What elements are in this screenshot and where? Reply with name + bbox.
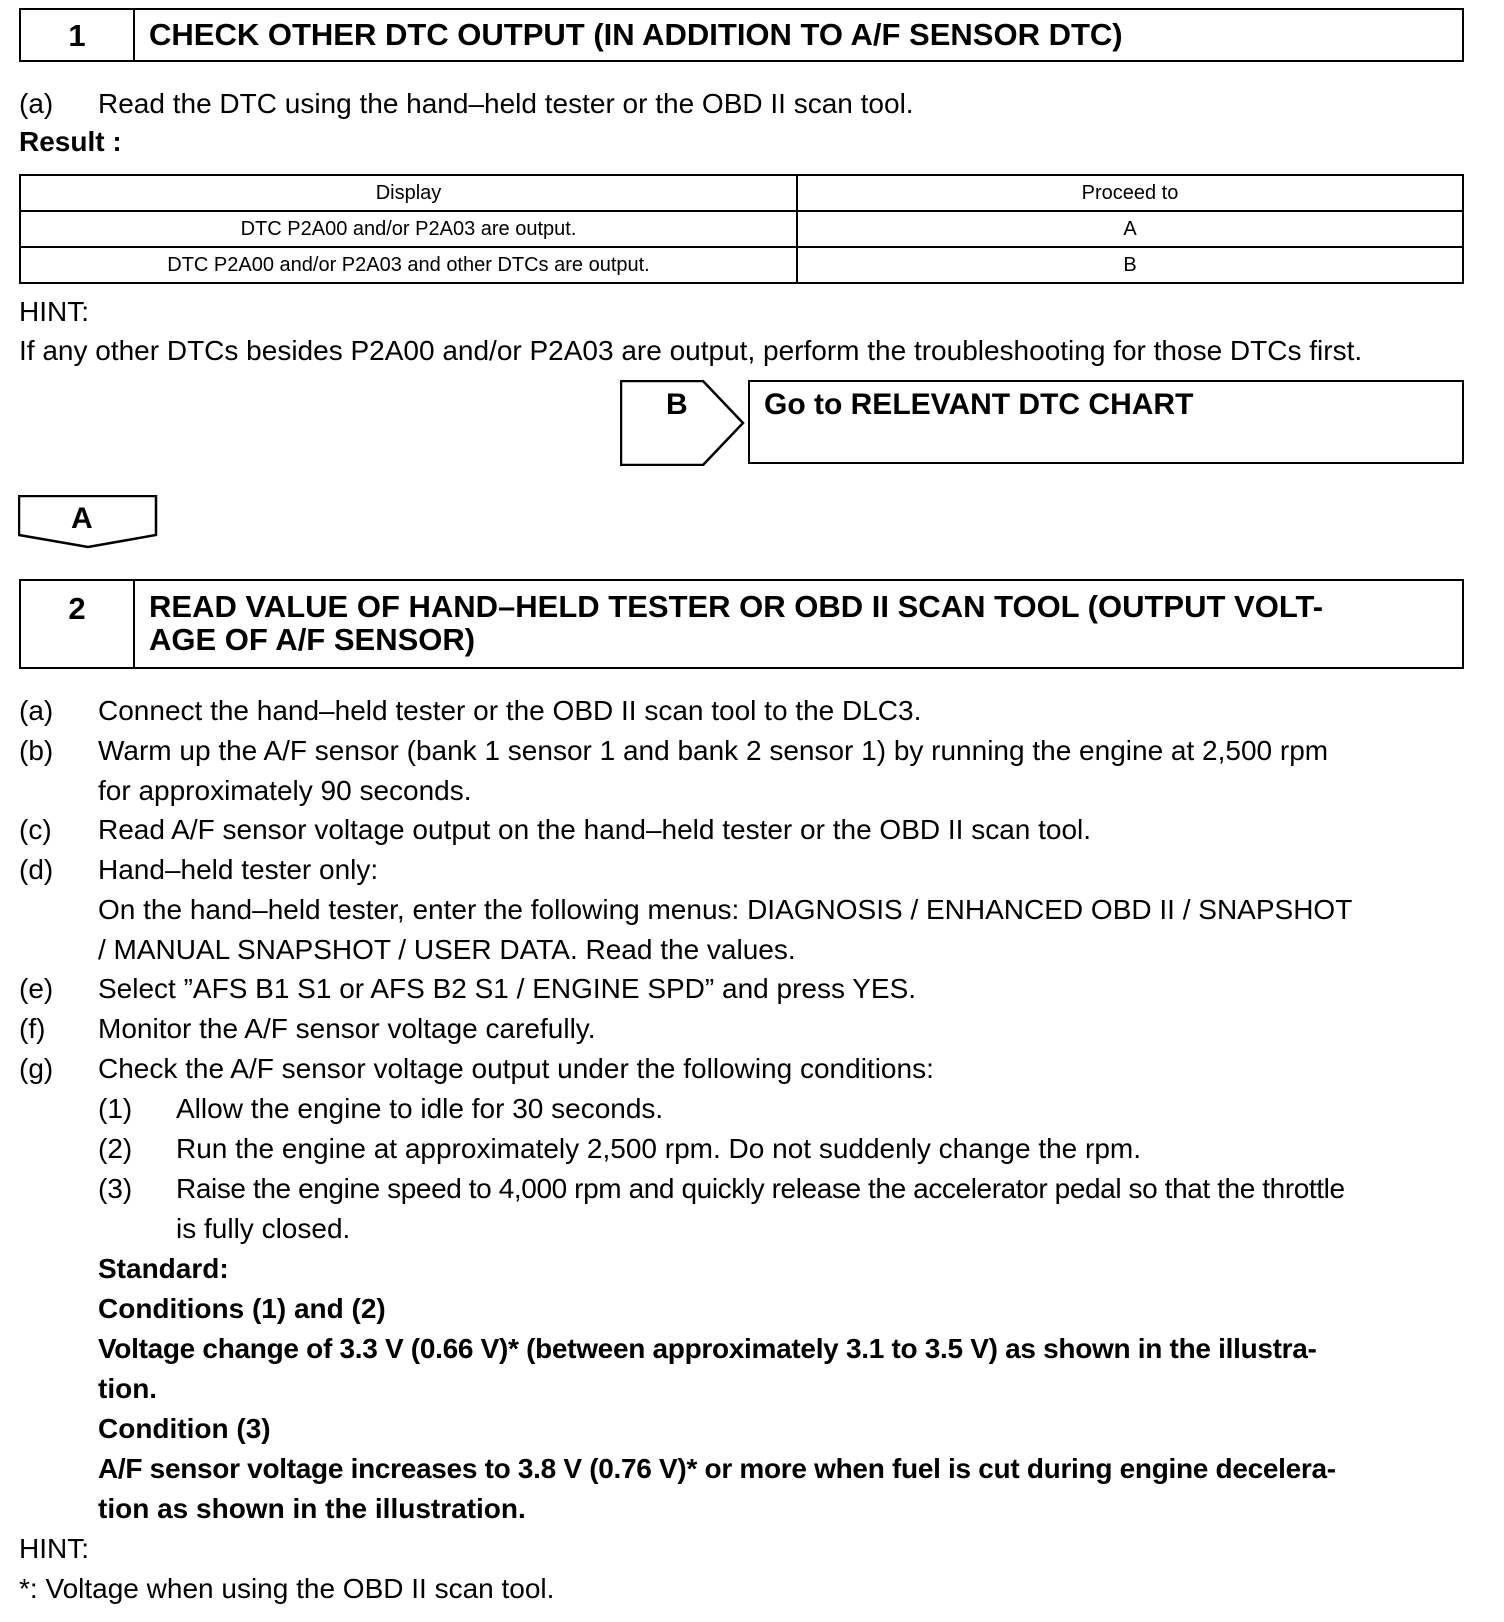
standard-condition: Conditions (1) and (2): [98, 1293, 386, 1324]
hint-text: *: Voltage when using the OBD II scan tool.: [19, 1573, 555, 1604]
step-title-line: AGE OF A/F SENSOR): [149, 622, 476, 657]
item-label: (g): [19, 1053, 54, 1084]
item-text: Read the DTC using the hand–held tester or the OBD II scan tool.: [98, 88, 914, 119]
table-row: [20, 211, 1463, 247]
item-label: (c): [19, 814, 52, 845]
sub-item-label: (2): [98, 1133, 133, 1164]
sub-item-label: (1): [98, 1093, 133, 1124]
step-title: CHECK OTHER DTC OUTPUT (IN ADDITION TO A/F SENSOR DTC): [149, 17, 1123, 52]
item-label: (b): [19, 735, 54, 766]
standard-value: tion.: [98, 1373, 158, 1404]
item-text: Monitor the A/F sensor voltage carefully.: [98, 1013, 596, 1044]
branch-b-letter: B: [666, 388, 688, 421]
item-label: (d): [19, 854, 54, 885]
table-row: [20, 247, 1463, 283]
item-text: / MANUAL SNAPSHOT / USER DATA. Read the values.: [98, 934, 796, 965]
sub-item-text: Raise the engine speed to 4,000 rpm and quickly release the accelerator pedal so that the throttle: [176, 1173, 1345, 1204]
item-text: Read A/F sensor voltage output on the hand–held tester or the OBD II scan tool.: [98, 814, 1092, 845]
standard-value: A/F sensor voltage increases to 3.8 V (0.76 V)* or more when fuel is cut during engine decelera-: [98, 1453, 1336, 1484]
sub-item-text: Allow the engine to idle for 30 seconds.: [176, 1093, 664, 1124]
table-cell: B: [797, 247, 1463, 283]
item-text: Check the A/F sensor voltage output under the following conditions:: [98, 1053, 934, 1084]
hint-label: HINT:: [19, 1533, 89, 1564]
standard-value: Voltage change of 3.3 V (0.66 V)* (between approximately 3.1 to 3.5 V) as shown in the illustra-: [98, 1333, 1317, 1364]
item-text: Hand–held tester only:: [98, 854, 379, 885]
step-2-header: [19, 579, 1464, 669]
standard-value: tion as shown in the illustration.: [98, 1493, 526, 1524]
hint-text: If any other DTCs besides P2A00 and/or P2A03 are output, perform the troubleshooting for those DTCs first.: [19, 335, 1363, 366]
table-cell: DTC P2A00 and/or P2A03 and other DTCs are output.: [20, 247, 797, 283]
table-header-row: [20, 175, 1463, 211]
item-text: for approximately 90 seconds.: [98, 775, 472, 806]
step-title-line: READ VALUE OF HAND–HELD TESTER OR OBD II SCAN TOOL (OUTPUT VOLT-: [149, 589, 1324, 624]
table-header-cell: Display: [20, 175, 797, 211]
item-label: (e): [19, 973, 54, 1004]
result-label: Result :: [19, 126, 122, 157]
table-header-cell: Proceed to: [797, 175, 1463, 211]
branch-b-box: [748, 380, 1464, 464]
standard-label: Standard:: [98, 1253, 229, 1284]
item-label: (a): [19, 695, 54, 726]
step-1-header: [19, 8, 1464, 62]
hint-label: HINT:: [19, 296, 89, 327]
item-text: Warm up the A/F sensor (bank 1 sensor 1 and bank 2 sensor 1) by running the engine at 2,500 rpm: [98, 735, 1329, 766]
result-table: [19, 174, 1464, 284]
sub-item-text: is fully closed.: [176, 1213, 351, 1244]
item-text: On the hand–held tester, enter the following menus: DIAGNOSIS / ENHANCED OBD II / SNAPSHOT: [98, 894, 1353, 925]
table-cell: A: [797, 211, 1463, 247]
step-number: 2: [21, 581, 135, 667]
item-label: (a): [19, 88, 54, 119]
item-text: Select ”AFS B1 S1 or AFS B2 S1 / ENGINE SPD” and press YES.: [98, 973, 917, 1004]
item-label: (f): [19, 1013, 46, 1044]
table-cell: DTC P2A00 and/or P2A03 are output.: [20, 211, 797, 247]
sub-item-label: (3): [98, 1173, 133, 1204]
standard-condition: Condition (3): [98, 1413, 271, 1444]
step-number: 1: [21, 10, 135, 60]
branch-a-letter: A: [71, 502, 93, 535]
step-title: [135, 581, 1462, 667]
item-text: Connect the hand–held tester or the OBD II scan tool to the DLC3.: [98, 695, 922, 726]
branch-b-text: Go to RELEVANT DTC CHART: [764, 388, 1194, 421]
sub-item-text: Run the engine at approximately 2,500 rpm. Do not suddenly change the rpm.: [176, 1133, 1142, 1164]
